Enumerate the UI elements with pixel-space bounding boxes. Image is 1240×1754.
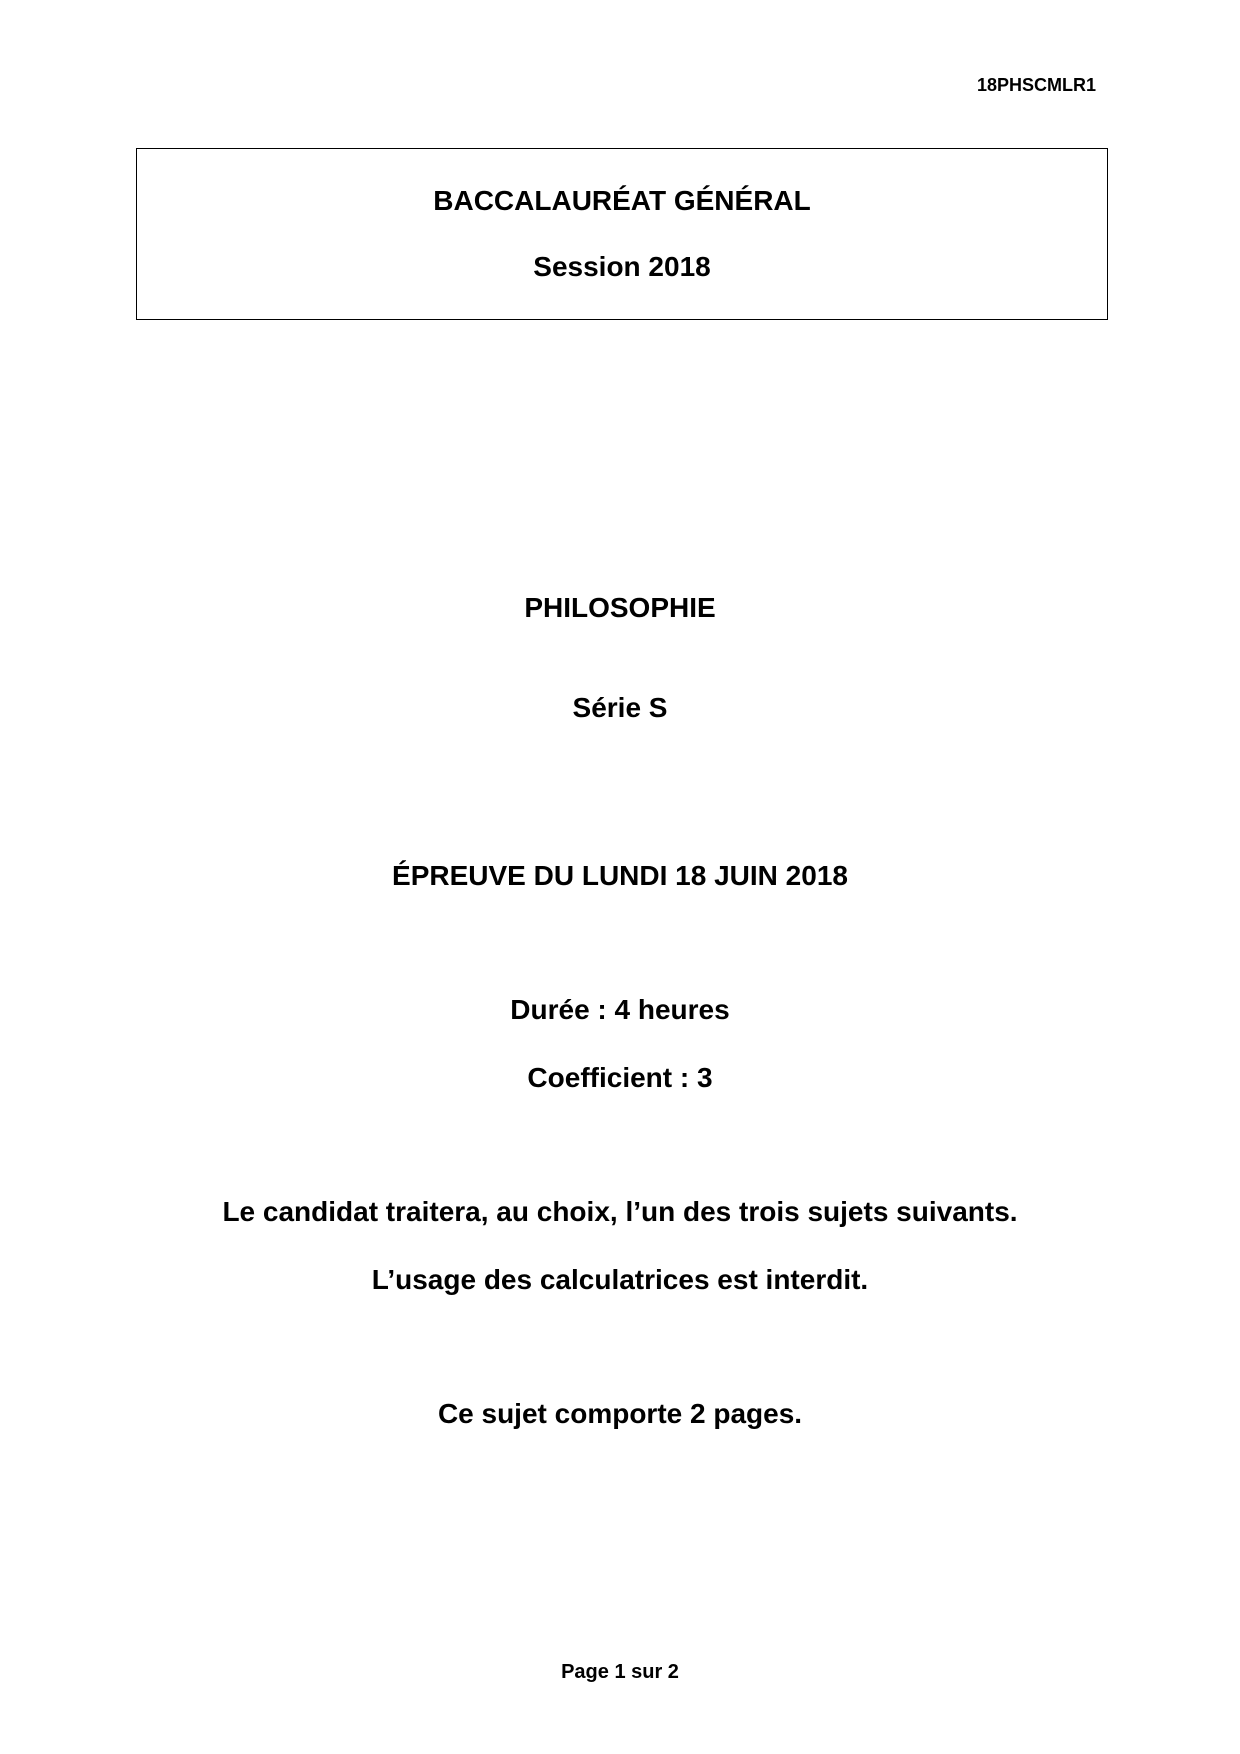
instruction-choice: Le candidat traitera, au choix, l’un des trois sujets suivants. bbox=[222, 1196, 1018, 1227]
header-box bbox=[136, 148, 1108, 320]
instruction-calculators: L’usage des calculatrices est interdit. bbox=[371, 1264, 869, 1295]
session-label: Session 2018 bbox=[533, 251, 711, 282]
subject-name: PHILOSOPHIE bbox=[524, 592, 716, 623]
page-number: Page 1 sur 2 bbox=[561, 1661, 679, 1683]
coefficient-label: Coefficient : 3 bbox=[527, 1062, 713, 1093]
series-label: Série S bbox=[572, 692, 668, 723]
exam-title: BACCALAURÉAT GÉNÉRAL bbox=[433, 185, 811, 216]
document-code: 18PHSCMLR1 bbox=[976, 75, 1096, 95]
exam-date: ÉPREUVE DU LUNDI 18 JUIN 2018 bbox=[392, 860, 848, 891]
instruction-pages: Ce sujet comporte 2 pages. bbox=[437, 1398, 803, 1429]
duration-label: Durée : 4 heures bbox=[510, 994, 730, 1025]
